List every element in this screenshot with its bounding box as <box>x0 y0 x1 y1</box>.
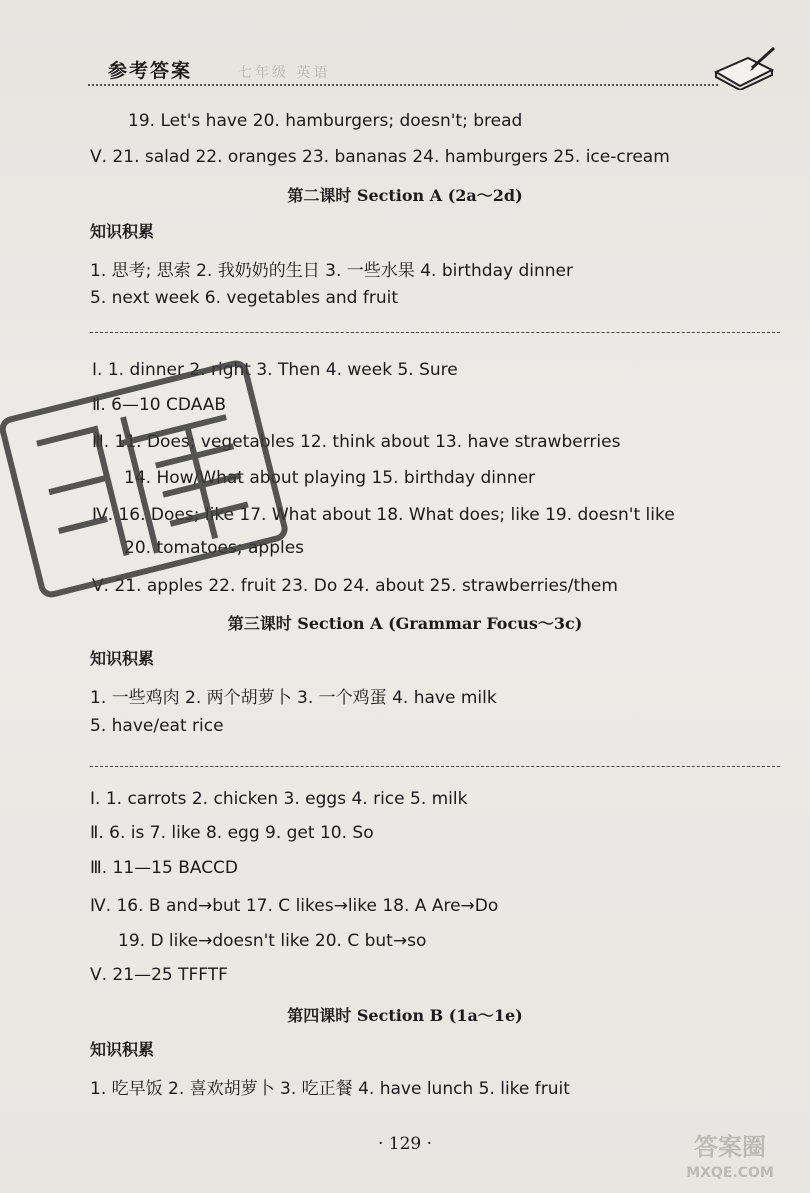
answer-line: Ⅱ. 6. is 7. like 8. egg 9. get 10. So <box>90 823 374 843</box>
svg-text:答案圈: 答案圈 <box>694 1133 766 1161</box>
section-heading: 第四课时 Section B (1a～1e) <box>287 1006 523 1025</box>
answer-line: 20. tomatoes; apples <box>124 538 305 558</box>
divider <box>90 766 780 767</box>
answer-line: 19. D like→doesn't like 20. C but→so <box>118 931 427 951</box>
svg-text:MXQE.COM: MXQE.COM <box>686 1165 774 1181</box>
answer-line: 14. How/What about playing 15. birthday dinner <box>124 468 536 488</box>
page-header <box>88 52 778 92</box>
watermark-logo <box>660 1125 800 1185</box>
notebook-pen-icon <box>708 46 778 90</box>
answer-line: Ⅲ. 11. Does; vegetables 12. think about 13. have strawberries <box>92 432 621 452</box>
answer-line: Ⅲ. 11—15 BACCD <box>90 858 239 878</box>
answer-line: Ⅴ. 21. salad 22. oranges 23. bananas 24. hamburgers 25. ice-cream <box>90 147 670 167</box>
section-label: 知识积累 <box>90 649 155 668</box>
section-label: 知识积累 <box>90 1040 155 1059</box>
answer-line: 19. Let's have 20. hamburgers; doesn't; bread <box>128 111 523 131</box>
answer-line: 1. 思考; 思索 2. 我奶奶的生日 3. 一些水果 4. birthday dinner <box>90 261 573 281</box>
answer-line: 5. have/eat rice <box>90 716 224 736</box>
divider <box>90 332 780 333</box>
answer-line: Ⅱ. 6—10 CDAAB <box>92 395 227 415</box>
answer-line: 1. 一些鸡肉 2. 两个胡萝卜 3. 一个鸡蛋 4. have milk <box>90 688 497 708</box>
stamp-seal <box>0 360 290 610</box>
header-rule <box>88 84 718 86</box>
section-heading: 第二课时 Section A (2a～2d) <box>287 186 523 205</box>
answer-line: 5. next week 6. vegetables and fruit <box>90 288 398 308</box>
answer-line: Ⅴ. 21—25 TFFTF <box>90 965 228 985</box>
header-faint-text: 七年级 英语 <box>238 65 331 81</box>
answer-line: Ⅰ. 1. dinner 2. right 3. Then 4. week 5. Sure <box>92 360 458 380</box>
answer-line: Ⅳ. 16. Does; like 17. What about 18. What does; like 19. doesn't like <box>92 505 675 525</box>
section-label: 知识积累 <box>90 222 155 241</box>
answer-line: Ⅰ. 1. carrots 2. chicken 3. eggs 4. rice 5. milk <box>90 789 468 809</box>
header-title: 参考答案 <box>108 60 193 82</box>
answer-line: Ⅳ. 16. B and→but 17. C likes→like 18. A Are→Do <box>90 896 499 916</box>
section-heading: 第三课时 Section A (Grammar Focus～3c) <box>227 614 583 633</box>
answer-line: 1. 吃早饭 2. 喜欢胡萝卜 3. 吃正餐 4. have lunch 5. like fruit <box>90 1079 570 1099</box>
answer-line: Ⅴ. 21. apples 22. fruit 23. Do 24. about 25. strawberries/them <box>92 576 618 596</box>
page-number: · 129 · <box>377 1134 433 1154</box>
